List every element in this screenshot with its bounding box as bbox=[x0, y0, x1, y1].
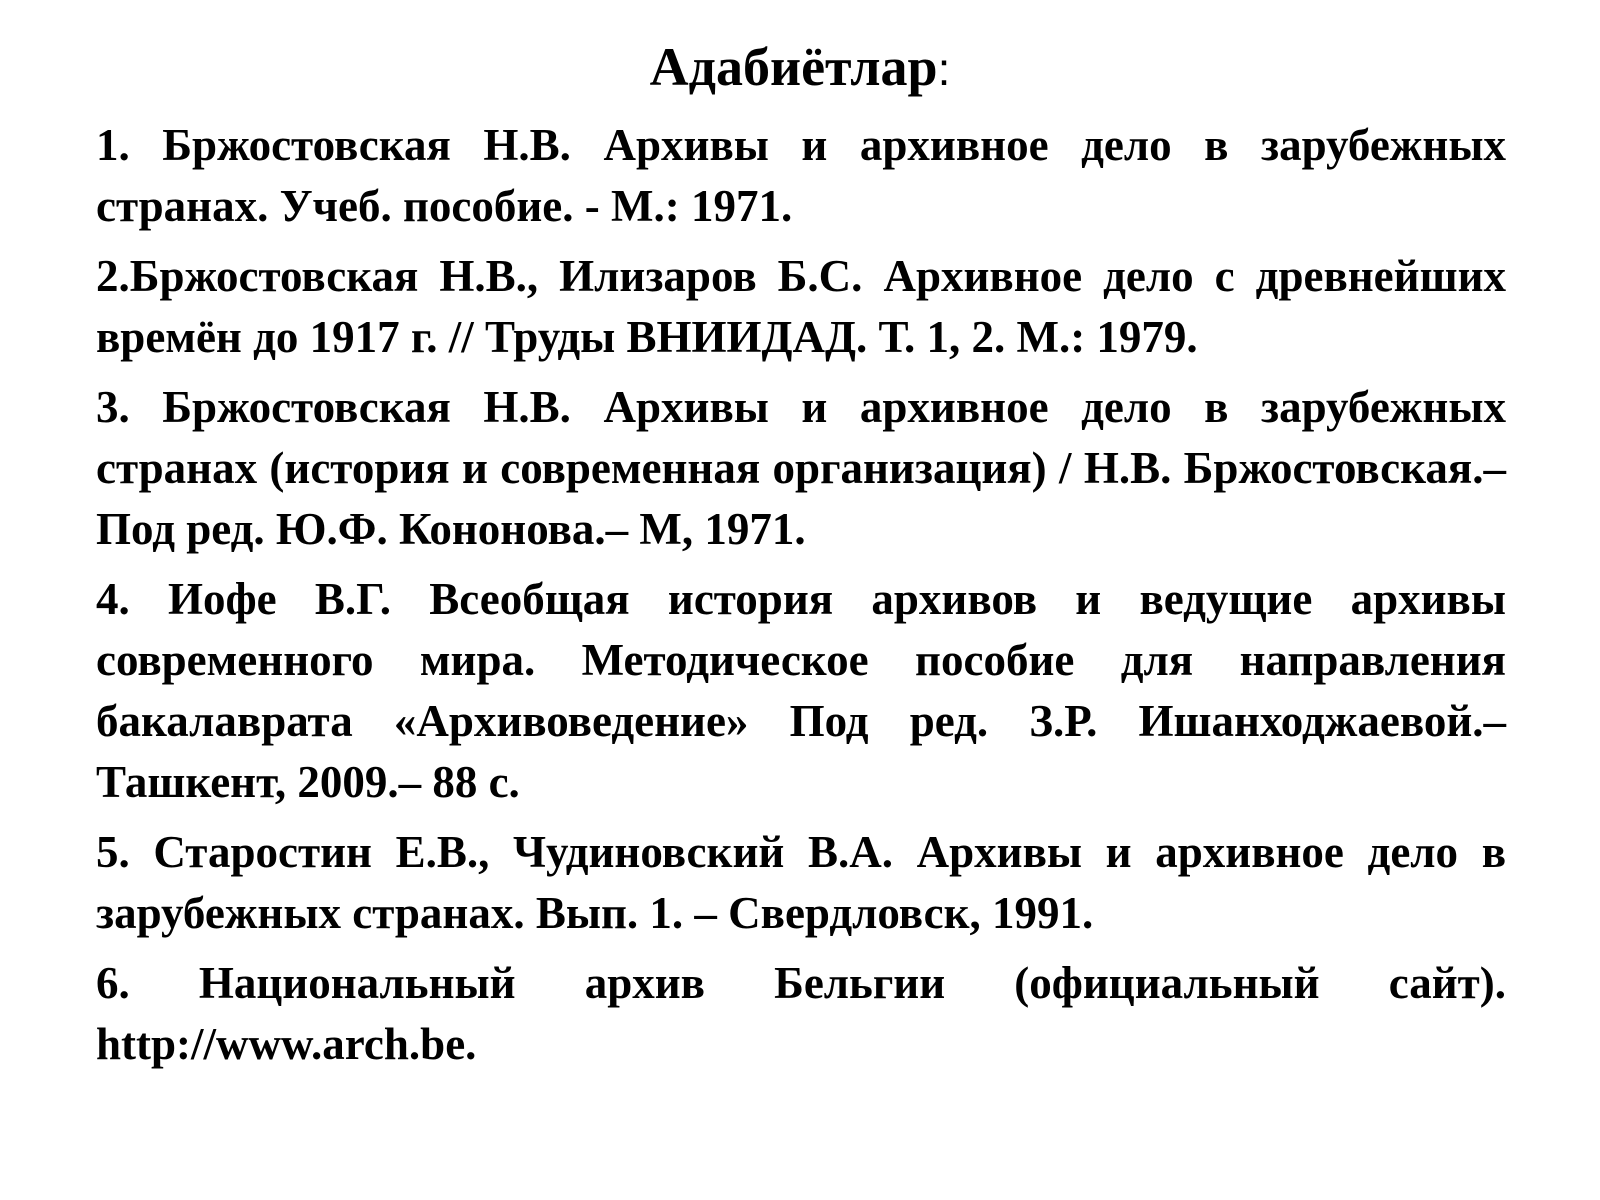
reference-item-1: 1. Бржостовская Н.В. Архивы и архивное дело в зарубежных странах. Учеб. пособие. - М.: 1971. bbox=[96, 120, 1506, 231]
title-colon: : bbox=[937, 43, 951, 95]
reference-item-5: 5. Старостин Е.В., Чудиновский В.А. Архивы и архивное дело в зарубежных странах. Вып. 1. – Свердловск, 1991. bbox=[96, 827, 1506, 938]
reference-item-3: 3. Бржостовская Н.В. Архивы и архивное дело в зарубежных странах (история и современная организация) / Н.В. Бржостовская.– Под ред. Ю.Ф. Кононова.– М, 1971. bbox=[96, 382, 1506, 554]
reference-item-4: 4. Иофе В.Г. Всеобщая история архивов и ведущие архивы современного мира. Методическое пособие для направления бакалаврата «Архивоведение» Под ред. З.Р. Ишанходжаевой.– Ташкент, 2009.– 88 с. bbox=[96, 574, 1506, 807]
reference-item-6: 6. Национальный архив Бельгии (официальный сайт). http://www.arch.be. bbox=[96, 958, 1506, 1069]
reference-list bbox=[96, 115, 1506, 1084]
reference-item-2: 2.Бржостовская Н.В., Илизаров Б.С. Архивное дело с древнейших времён до 1917 г. // Труды ВНИИДАД. Т. 1, 2. М.: 1979. bbox=[96, 251, 1506, 362]
slide-title bbox=[0, 34, 1600, 102]
title-text: Адабиётлар bbox=[649, 37, 938, 97]
